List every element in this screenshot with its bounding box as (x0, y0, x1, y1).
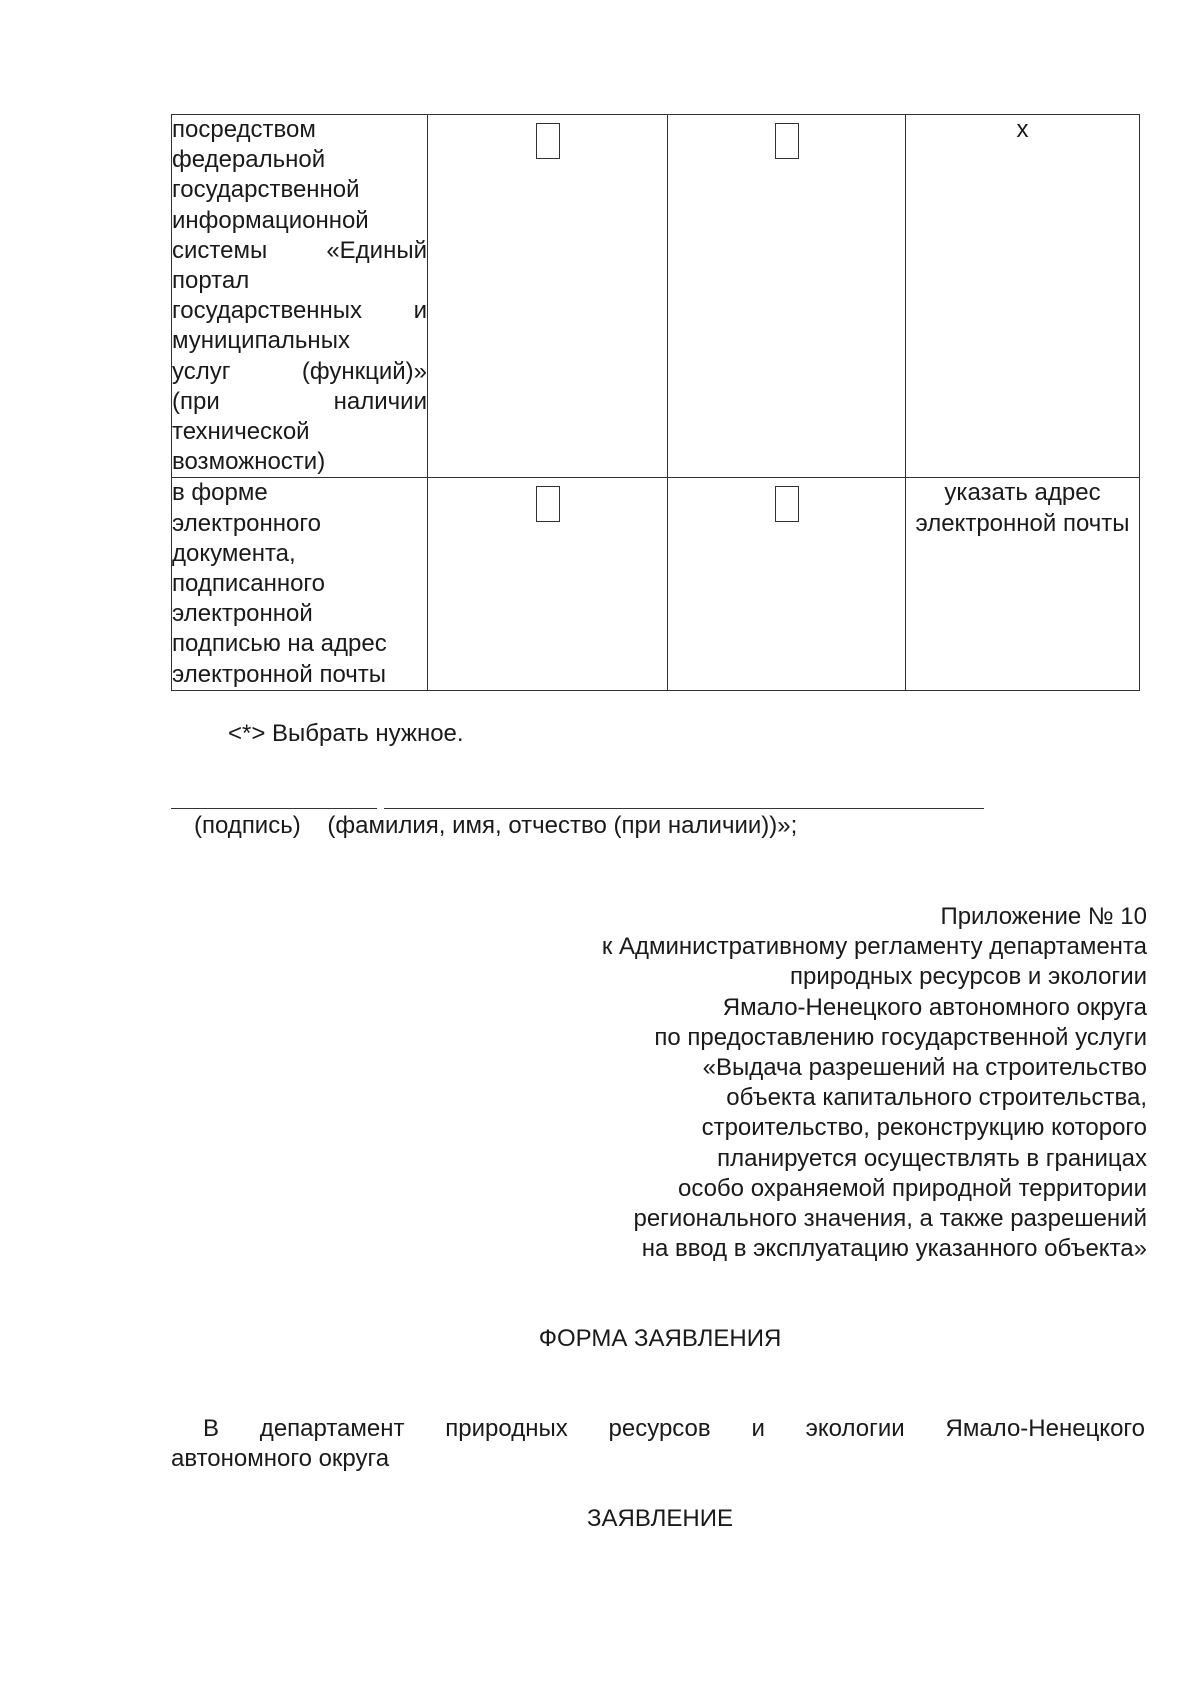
checkbox[interactable] (536, 123, 560, 159)
checkbox-cell (428, 115, 668, 478)
addressee: В департамент природных ресурсов и экологии Ямало-Ненецкого автономного округа (171, 1415, 1145, 1473)
checkbox[interactable] (536, 486, 560, 522)
name-caption: (фамилия, имя, отчество (при наличии))»; (327, 812, 798, 839)
checkbox-cell (428, 478, 668, 690)
signature-caption: (подпись) (194, 812, 301, 839)
name-line (384, 808, 984, 809)
appendix-header: Приложение № 10 к Административному регламенту департамента природных ресурсов и экологии Ямало-Ненецкого автономного округа по предоставлению государственной услуги «Выдача разрешений на строительство объекта капитального строительства, строительство, реконструкцию которого планируется осуществлять в границах особо охраняемой природной территории регионального значения, а также разрешений на ввод в эксплуатацию указанного объекта» (601, 903, 1147, 1263)
table-row (172, 478, 1140, 690)
option-note: указать адрес электронной почты (906, 478, 1140, 690)
statement-title: ЗАЯВЛЕНИЕ (587, 1505, 733, 1532)
form-title: ФОРМА ЗАЯВЛЕНИЯ (538, 1325, 782, 1352)
table-row (172, 115, 1140, 478)
signature-captions (194, 812, 797, 840)
signature-line (171, 808, 377, 809)
delivery-options-table (171, 114, 1140, 691)
option-note: x (906, 115, 1140, 478)
option-description: в форме электронного документа, подписанного электронной подписью на адрес электронной почты (172, 478, 428, 690)
checkbox-cell (668, 115, 906, 478)
checkbox[interactable] (775, 123, 799, 159)
checkbox-cell (668, 478, 906, 690)
footnote: <*> Выбрать нужное. (228, 720, 464, 747)
checkbox[interactable] (775, 486, 799, 522)
option-description: посредством федеральной государственной информационной системы «Единый портал государственных и муниципальных услуг (функций)» (при наличии технической возможности) (172, 115, 428, 478)
